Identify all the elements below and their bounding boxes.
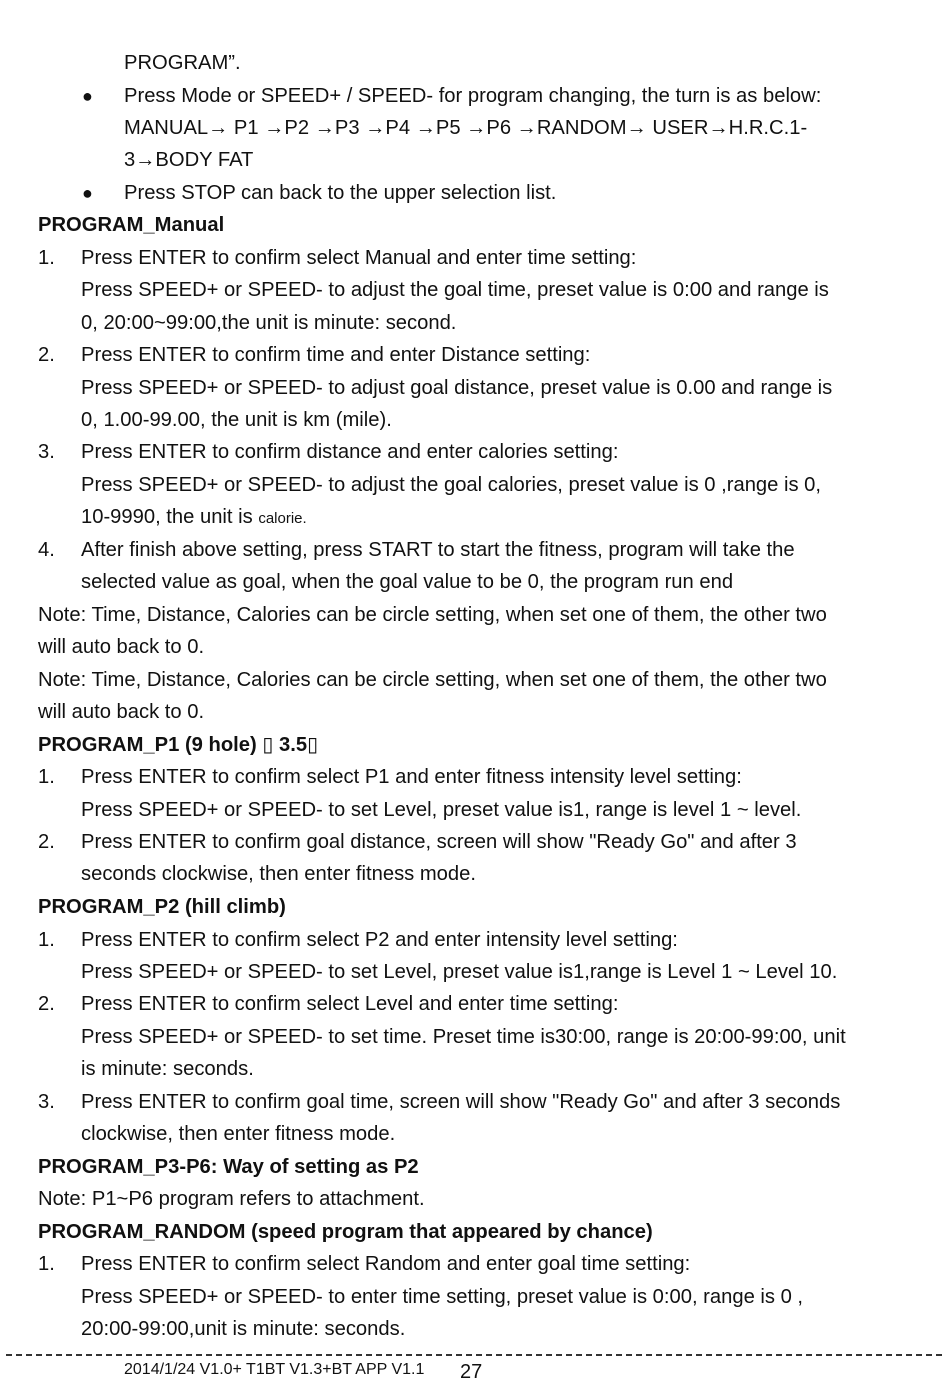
list-number: 1. xyxy=(38,766,55,788)
note-line: Note: P1~P6 program refers to attachment. xyxy=(38,1188,425,1210)
text-line xyxy=(81,505,307,531)
text-line: Press SPEED+ or SPEED- to adjust the goal calories, preset value is 0 ,range is 0, xyxy=(81,474,822,496)
text-line: Press Mode or SPEED+ / SPEED- for program changing, the turn is as below: xyxy=(124,85,822,107)
section-heading: PROGRAM_P3-P6: Way of setting as P2 xyxy=(38,1156,419,1178)
text-line: Press SPEED+ or SPEED- to set time. Preset time is30:00, range is 20:00-99:00, unit xyxy=(81,1026,846,1048)
text-line: Press SPEED+ or SPEED- to adjust goal distance, preset value is 0.00 and range is xyxy=(81,377,833,399)
list-number: 2. xyxy=(38,831,55,853)
text-line: selected value as goal, when the goal value to be 0, the program run end xyxy=(81,571,734,593)
text-line: Press SPEED+ or SPEED- to set Level, preset value is1,range is Level 1 ~ Level 10. xyxy=(81,961,838,983)
list-number: 3. xyxy=(38,441,55,463)
footer-divider xyxy=(6,1354,942,1356)
page-number: 27 xyxy=(460,1361,483,1383)
text-line: 0, 1.00-99.00, the unit is km (mile). xyxy=(81,409,392,431)
unit-text: calorie. xyxy=(258,510,307,527)
text-line: Press ENTER to confirm select P1 and enter fitness intensity level setting: xyxy=(81,766,742,788)
text-line: Press STOP can back to the upper selection list. xyxy=(124,182,557,204)
text-line: 3→BODY FAT xyxy=(124,149,254,171)
text-line: Press ENTER to confirm goal time, screen will show "Ready Go" and after 3 seconds xyxy=(81,1091,841,1113)
note-line: will auto back to 0. xyxy=(38,701,205,723)
list-number: 2. xyxy=(38,344,55,366)
text-line: Press ENTER to confirm distance and enter calories setting: xyxy=(81,441,619,463)
list-number: 1. xyxy=(38,929,55,951)
section-heading: PROGRAM_P1 (9 hole) ▯ 3.5▯ xyxy=(38,734,319,756)
text-line: is minute: seconds. xyxy=(81,1058,254,1080)
list-number: 4. xyxy=(38,539,55,561)
section-heading: PROGRAM_Manual xyxy=(38,214,225,236)
list-number: 1. xyxy=(38,1253,55,1275)
note-line: will auto back to 0. xyxy=(38,636,205,658)
text-line: Press ENTER to confirm select P2 and enter intensity level setting: xyxy=(81,929,678,951)
text-line: Press SPEED+ or SPEED- to adjust the goal time, preset value is 0:00 and range is xyxy=(81,279,829,301)
text-line: Press ENTER to confirm select Random and enter goal time setting: xyxy=(81,1253,691,1275)
text-line: Press ENTER to confirm select Level and enter time setting: xyxy=(81,993,619,1015)
text-fragment: 10-9990, the unit is xyxy=(81,506,259,528)
list-number: 3. xyxy=(38,1091,55,1113)
text-line: Press ENTER to confirm select Manual and enter time setting: xyxy=(81,247,637,269)
text-line: 0, 20:00~99:00,the unit is minute: second. xyxy=(81,312,457,334)
list-number: 2. xyxy=(38,993,55,1015)
list-number: 1. xyxy=(38,247,55,269)
text-line: 20:00-99:00,unit is minute: seconds. xyxy=(81,1318,406,1340)
text-line: Press ENTER to confirm goal distance, screen will show "Ready Go" and after 3 xyxy=(81,831,797,853)
text-line: clockwise, then enter fitness mode. xyxy=(81,1123,396,1145)
footer-version: 2014/1/24 V1.0+ T1BT V1.3+BT APP V1.1 xyxy=(124,1361,425,1378)
text-line: MANUAL→ P1 →P2 →P3 →P4 →P5 →P6 →RANDOM→ USER→H.R.C.1- xyxy=(124,117,808,139)
note-line: Note: Time, Distance, Calories can be circle setting, when set one of them, the other two xyxy=(38,604,827,626)
text-line: PROGRAM”. xyxy=(124,52,241,74)
note-line: Note: Time, Distance, Calories can be circle setting, when set one of them, the other two xyxy=(38,669,827,691)
text-line: Press ENTER to confirm time and enter Distance setting: xyxy=(81,344,591,366)
text-line: seconds clockwise, then enter fitness mode. xyxy=(81,863,476,885)
text-line: Press SPEED+ or SPEED- to set Level, preset value is1, range is level 1 ~ level. xyxy=(81,799,802,821)
text-line: After finish above setting, press START to start the fitness, program will take the xyxy=(81,539,795,561)
text-line: Press SPEED+ or SPEED- to enter time setting, preset value is 0:00, range is 0 , xyxy=(81,1286,804,1308)
section-heading: PROGRAM_P2 (hill climb) xyxy=(38,896,286,918)
bullet-icon: ● xyxy=(82,86,93,106)
section-heading: PROGRAM_RANDOM (speed program that appeared by chance) xyxy=(38,1221,653,1243)
bullet-icon: ● xyxy=(82,183,93,203)
